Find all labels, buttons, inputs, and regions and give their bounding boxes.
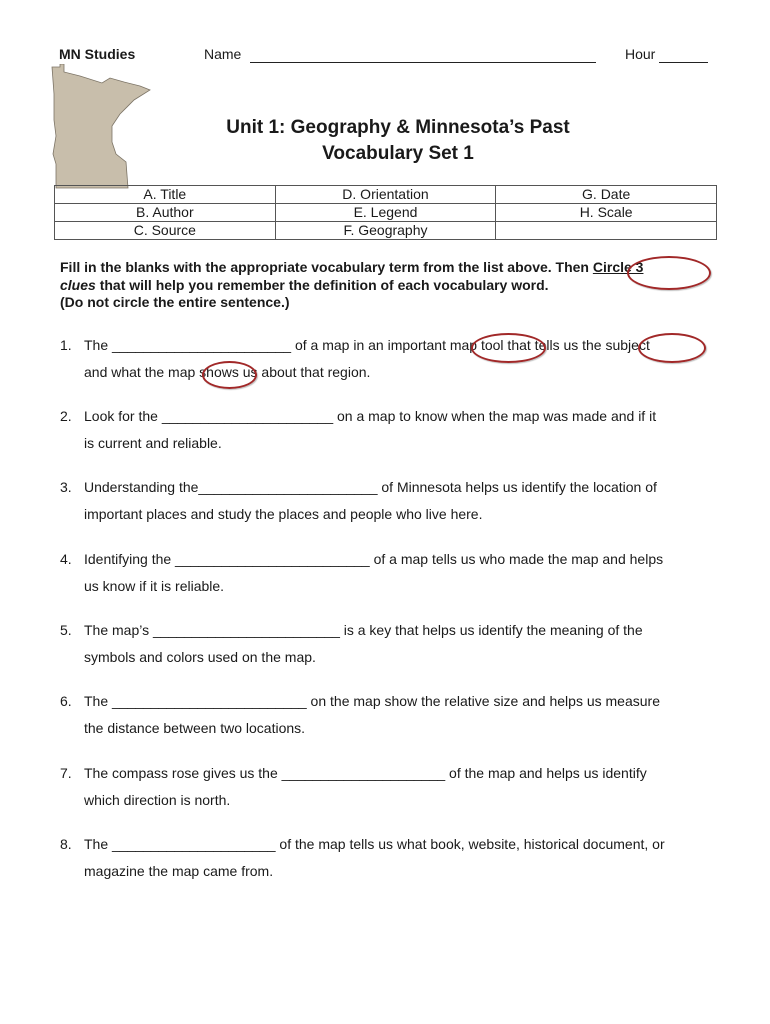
question-text: The map’s ________________________ is a key that helps us identify the meaning of the <box>84 622 643 638</box>
question-8 <box>60 831 720 885</box>
table-cell: D. Orientation <box>275 186 496 204</box>
table-cell: C. Source <box>55 222 276 240</box>
question-text-2: is current and reliable. <box>84 435 222 451</box>
question-4 <box>60 546 720 600</box>
question-text: Understanding the_______________________ of Minnesota helps us identify the location of <box>84 479 657 495</box>
circle-annotation <box>202 361 257 389</box>
vocabulary-table <box>54 185 717 240</box>
clues-text: clues <box>60 276 96 293</box>
name-label: Name <box>204 46 242 62</box>
question-2 <box>60 403 720 457</box>
question-text: The _______________________ of a map in an important map tool that tells us the subject <box>84 337 650 353</box>
circle-annotation <box>471 333 546 363</box>
table-cell: A. Title <box>55 186 276 204</box>
hour-blank[interactable] <box>659 62 708 63</box>
question-text: Identifying the _________________________ of a map tells us who made the map and helps <box>84 551 664 567</box>
circle-3-text: Circle 3 <box>592 259 644 275</box>
table-row <box>55 222 717 240</box>
instructions-text-2: that will help you remember the definition of each vocabulary word. <box>95 276 549 293</box>
table-cell: G. Date <box>496 186 717 204</box>
question-text-2: us know if it is reliable. <box>84 578 225 594</box>
instructions-text: Fill in the blanks with the appropriate vocabulary term from the list above. Then <box>60 259 593 275</box>
question-text-2: and what the map shows us about that region. <box>84 364 371 380</box>
question-number: 8. <box>60 836 72 852</box>
question-text: Look for the ______________________ on a map to know when the map was made and if it <box>84 408 657 424</box>
table-cell <box>496 222 717 240</box>
question-text: The compass rose gives us the _____________________ of the map and helps us identify <box>84 765 647 781</box>
question-text-2: which direction is north. <box>84 792 231 808</box>
question-text-2: the distance between two locations. <box>84 720 306 736</box>
instructions-note: (Do not circle the entire sentence.) <box>60 294 290 310</box>
question-text: The _____________________ of the map tells us what book, website, historical document, or <box>84 836 665 852</box>
name-blank[interactable] <box>250 62 596 63</box>
question-text-2: magazine the map came from. <box>84 863 274 879</box>
question-5 <box>60 617 720 671</box>
course-name: MN Studies <box>59 46 136 62</box>
table-cell: F. Geography <box>275 222 496 240</box>
question-number: 6. <box>60 693 72 709</box>
question-number: 7. <box>60 765 72 781</box>
question-number: 5. <box>60 622 72 638</box>
circle-annotation <box>627 256 711 290</box>
question-text: The _________________________ on the map show the relative size and helps us measure <box>84 693 660 709</box>
question-text-2: symbols and colors used on the map. <box>84 649 316 665</box>
page-title: Unit 1: Geography & Minnesota’s Past <box>226 117 570 138</box>
page-subtitle: Vocabulary Set 1 <box>322 143 474 164</box>
question-number: 1. <box>60 337 72 353</box>
question-6 <box>60 688 720 742</box>
table-row <box>55 204 717 222</box>
question-7 <box>60 760 720 814</box>
question-3 <box>60 474 720 528</box>
question-1 <box>60 332 720 386</box>
hour-label: Hour <box>625 46 656 62</box>
question-text-2: important places and study the places and people who live here. <box>84 506 483 522</box>
table-cell: B. Author <box>55 204 276 222</box>
instructions <box>60 259 720 312</box>
circle-annotation <box>638 333 706 363</box>
question-number: 4. <box>60 551 72 567</box>
question-number: 2. <box>60 408 72 424</box>
question-number: 3. <box>60 479 72 495</box>
table-row <box>55 186 717 204</box>
table-cell: H. Scale <box>496 204 717 222</box>
table-cell: E. Legend <box>275 204 496 222</box>
